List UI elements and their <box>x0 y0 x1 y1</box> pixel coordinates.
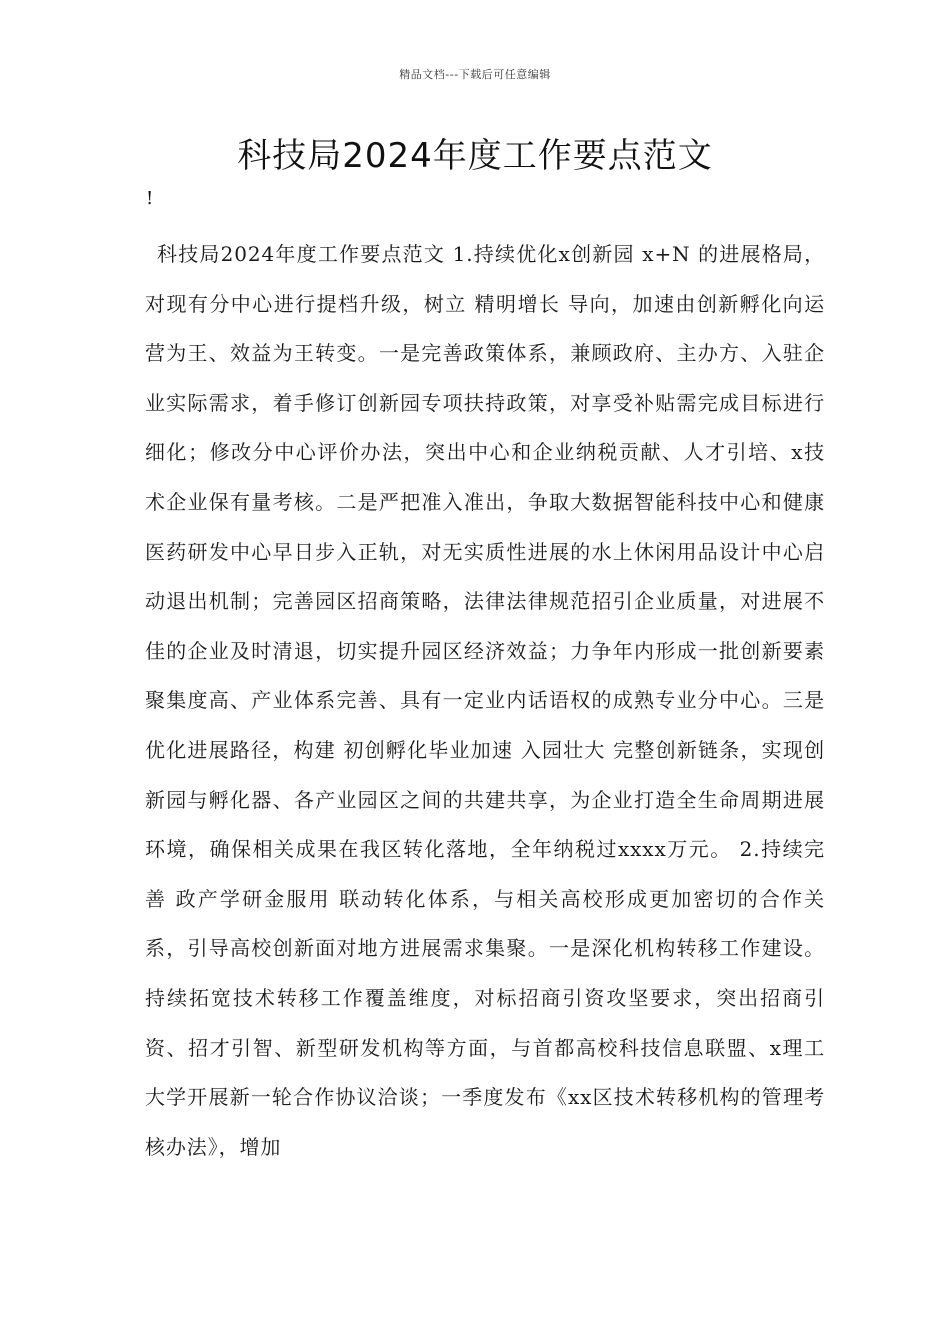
exclamation-mark: ! <box>146 188 154 209</box>
document-title: 科技局2024年度工作要点范文 <box>237 136 713 176</box>
body-paragraph: 科技局2024年度工作要点范文 1.持续优化x创新园 x+N 的进展格局，对现有分中心进行提档升级，树立 精明增长 导向，加速由创新孵化向运营为王、效益为王转变。一是完善政策体系，兼顾政府、主办方、入驻企业实际需求，着手修订创新园专项扶持政策，对享受补贴需完成目标进行细化；修改分中心评价办法，突出中心和企业纳税贡献、人才引培、x技术企业保有量考核。二是严把准入准出，争取大数据智能科技中心和健康医药研发中心早日步入正轨，对无实质性进展的水上休闲用品设计中心启动退出机制；完善园区招商策略，法律法律规范招引企业质量，对进展不佳的企业及时清退，切实提升园区经济效益；力争年内形成一批创新要素聚集度高、产业体系完善、具有一定业内话语权的成熟专业分中心。三是优化进展路径，构建 初创孵化毕业加速 入园壮大 完整创新链条，实现创新园与孵化器、各产业园区之间的共建共享，为企业打造全生命周期进展环境，确保相关成果在我区转化落地，全年纳税过xxxx万元。 2.持续完善 政产学研金服用 联动转化体系，与相关高校形成更加密切的合作关系，引导高校创新面对地方进展需求集聚。一是深化机构转移工作建设。持续拓宽技术转移工作覆盖维度，对标招商引资攻坚要求，突出招商引资、招才引智、新型研发机构等方面，与首都高校科技信息联盟、x理工大学开展新一轮合作协议洽谈；一季度发布《xx区技术转移机构的管理考核办法》，增加 <box>145 242 825 1159</box>
header-note: 精品文档---下载后可任意编辑 <box>399 68 551 81</box>
